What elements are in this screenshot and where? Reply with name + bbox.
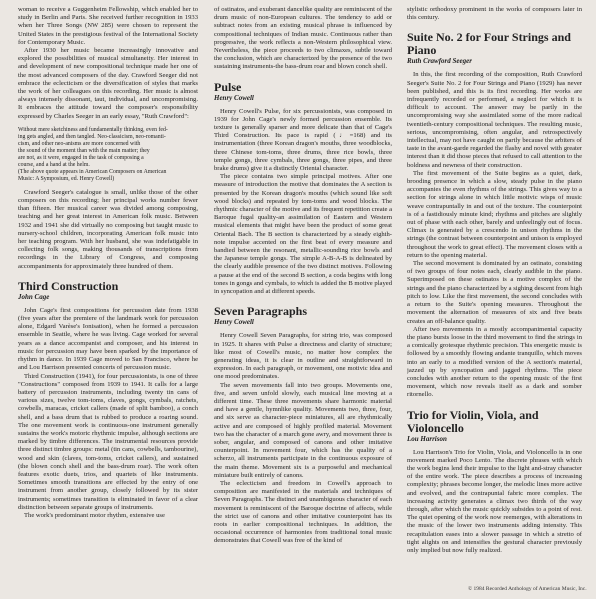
- paragraph: Third Construction (1941), for four percussionists, is one of three "Constructions" composed from 1939 to 1941. It calls for a large battery of percussion instruments, including twenty tin cans of various sizes, twelve tom-toms, claves, gongs, cymbals, ratchets, cowbells, maracas, cricket callers (made of split bamboo), a conch shell, and a bass drum that is rubbed to produce a roaring sound. The one movement work is continuous-one instrument generally sustains the work's motoric rhythmic impulse, although sections are marked by timbre differences. The instrumental resources provide three distinct timbre groups: metal (tin cans, cowbells, tambourine), wood and skin (claves, tom-toms, cricket callers), and sustained (the blown conch shell and the bass-drum roar). The work often features exotic duets, trios, and quartets of like instruments. Sometimes smooth transitions are effected by the entry of one instrument from another group, closely followed by its sister instruments; sometimes transition is eliminated in favor of a clear distinction between separate groups of instruments.: [18, 372, 198, 511]
- paragraph: The second movement is dominated by an ostinato, consisting of two groups of four notes each, clearly audible in the piano. Superimposed on these ostinatos is a motive complex of the strings and the piano characterized by a sighing descent from high pitch to low. Like the first movement, the second concludes with a return to the Suite's opening measures. Throughout the movement the alternation of measures of six and five beats creates an off-balance quality.: [407, 260, 582, 325]
- quote-line: cism, and other neo-anisms are more concerned with: [18, 140, 141, 147]
- section-composer: Henry Cowell: [214, 318, 254, 327]
- paragraph: woman to receive a Guggenheim Fellowship, which enabled her to study in Berlin and Paris. She received further recognition in 1933 when her Three Songs (NW 285) were chosen to represent the United States in the prestigious festival of the International Society for Contemporary Music.: [18, 6, 198, 46]
- paragraph: The piece contains two simple principal motives. After one measure of introduction the motive that dominates the A section is presented by the Korean dragon's mouths (which sound like soft wood blocks) and repeated by tom-toms and wood blocks. The rhythmic character of the motive and its frequent repetition create a Baroque fugal quality-an assimilation of Eastern and Western musical elements that might have been the product of some great Oriental Bach. The B section is characterized by a steady eighth-note impulse accented on the first beat of every measure and bandied between the resonant, metallic-sounding rice bowls and the Japanese temple gongs. The simple A-B-A-B is delineated by the clearly audible presence of the two distinct motives. Following a pause at the end of the second B section, a coda begins with long tones in gongs and cymbals, to which is added the B motive played in syncopation and at different speeds.: [214, 173, 392, 296]
- paragraph: stylistic orthodoxy prominent in the works of composers later in this century.: [407, 6, 582, 22]
- quote-line: Without mere sketchiness and fundamentally thinking, even fed-: [18, 126, 168, 133]
- paragraph: Henry Cowell Seven Paragraphs, for string trio, was composed in 1925. It shares with Pulse a directness and clarity of structure; like most of Cowell's music, no matter how complex the generating ideas, it is clear in outline and straightforward in expression. In each paragraph, or movement, one motivic idea and one mood predominates.: [214, 332, 392, 381]
- section-title-suite-no-2: Suite No. 2 for Four Strings and Piano: [407, 30, 571, 58]
- paragraph: The first movement of the Suite begins as a quiet, dark, brooding presence in which a slow, steady pulse in the piano accompanies the even rhythms of the strings. This gives way to a section for strings alone in which little motivic wisps of music weave contrapuntally in and out of the texture. The counterpoint is of a fastidiously minute kind; rhythms and pitches are slightly out of phase with each other, barely and unfeelingly out of focus. Climax is generated by a crescendo in unison rhythms in the strings (the contrast between counterpoint and unison is employed throughout the work to great effect). The movement closes with a return to the opening material.: [407, 169, 582, 259]
- quote-line: ing gets angled, and then tangled. Neo-classicism, neo-romanti-: [18, 133, 166, 140]
- section-title-third-construction: Third Construction: [18, 278, 119, 293]
- section-composer: Lou Harrison: [407, 434, 447, 443]
- paragraph: of ostinatos, and exuberant dancelike quality are reminiscent of the drum music of non-European cultures. The tendency to add or subtract notes from an existing musical phrase is influenced by compositional techniques of Indian music. Continuous rather than progressive, the work reflects a non-Western philosophical view. Nevertheless, the piece proceeds to two climaxes, subtle toward the conclusion, which are characterized by the presence of the two sustaining instruments-the bass-drum roar and blown conch shell.: [214, 6, 392, 71]
- section-composer: Ruth Crawford Seeger: [407, 57, 472, 66]
- column-middle: [214, 6, 392, 596]
- section-title-trio: Trio for Violin, Viola, and Violoncello: [407, 407, 539, 435]
- paragraph: John Cage's first compositions for percussion date from 1938 (five years after the premiere of the landmark work for percussion alone, Edgard Varèse's Ionisation), when he formed a percussion ensemble in Seattle, where he was living. Cage worked for several years as a dance accompanist and composer, and his interest in music for percussion may have been sparked by the importance of rhythm in dance. In 1939 Cage moved to San Francisco, where he and Lou Harrison presented concerts of percussion music.: [18, 306, 198, 372]
- quote-line: Music: A Symposium, ed. Henry Cowell): [18, 175, 115, 182]
- column-right: [407, 6, 582, 596]
- section-composer: Henry Cowell: [214, 93, 254, 102]
- paragraph: After 1930 her music became increasingly innovative and explored the possibilities of musical simultaneity. Her interest in and development of new compositional technique made her one of the most advanced composers of the day. Crawford Seeger did not embrace the eclecticism or the diversification of styles that marks the work of her colleagues on this recording. Her music is almost always intensely dissonant, taut, individual, and uncompromising. It embraces the attitude toward the composer's responsibility expressed by Charles Seeger in an early essay, "Ruth Crawford":: [18, 47, 198, 120]
- section-composer: John Cage: [18, 292, 50, 301]
- copyright-notice: © 1984 Recorded Anthology of American Music, Inc.: [468, 586, 587, 592]
- quote-line: are not, as it were, engaged in the task of composing a: [18, 154, 144, 161]
- paragraph: After two movements in a mostly accompanimental capacity the piano bursts loose in the third movement to find the strings in a comically grotesque rhythmic precision. This energetic music is followed by a smoothly flowing andante tranquillo, which moves into an early to a modified version of the A section's material, jazzed up by syncopation and jagged rhythms. The piece concludes with another return to the opening music of the first movement, which now reveals itself as a dark and somber ritornello.: [407, 325, 582, 399]
- quote-line: the sound of the moment than with the main matter; they: [18, 147, 150, 154]
- paragraph: The work's predominant motor rhythm, extensive use: [24, 511, 165, 519]
- section-title-seven-paragraphs: Seven Paragraphs: [214, 304, 307, 319]
- column-left: [18, 6, 198, 596]
- block-quote: [18, 127, 198, 183]
- section-title-pulse: Pulse: [214, 79, 242, 94]
- paragraph: Crawford Seeger's catalogue is small, unlike those of the other composers on this recording; her principal works number fewer than fifteen. Her musical career was divided among composing, teaching and her great interest in American folk music. Between 1932 and 1941 she did virtually no composing but taught music to nursery-school children, incorporating American folk music into her teaching program. With her husband, she was indefatigable in collecting folk songs, making thousands of transcriptions from recordings in the Library of Congress, and composing accompaniments for approximately three hundred of them.: [18, 188, 198, 270]
- paragraph: The eclecticism and freedom in Cowell's approach to composition are manifested in the materials and techniques of Seven Paragraphs. The distinct and unambiguous character of each movement is reminiscent of the Baroque doctrine of affects, while the strict use of canons and other imitative counterpoint has its roots in earlier compositional techniques. In addition, the occasional occurrence of harmonies from traditional tonal music demonstrates that Cowell was free of the kind of: [214, 479, 392, 545]
- paragraph: In this, the first recording of the composition, Ruth Crawford Seeger's Suite No. 2 for Four Strings and Piano (1929) has never been published, and this is its first recording. Her works are infrequently recorded or performed, a neglect for which it is difficult to account. The answer may be partly in the uncompromising way she assimilated some of the more radical twentieth-century compositional techniques. The resulting music, serious, uncompromising, often angular, and retrospectively intellectual, may not have caught on partly because the arbiters of taste in the avant-garde regarded the flashy and novel with greater interest than it did those pieces that refused to call attention to the boldness and newness of their construction.: [407, 71, 582, 169]
- quote-line: course, and a hand at the helm.: [18, 161, 90, 168]
- quote-line: (The above quote appears in American Composers on American: [18, 168, 167, 175]
- paragraph: Lou Harrison's Trio for Violin, Viola, and Violoncello is in one movement marked Poco Lento. The discrete phrases with which the work begins lend their impulse to the light and-stray character of the entire work. The piece describes a process of increasing complexity; phrases become longer, the melodic lines more active and evolved, and the contrapuntal fabric more complex. The increasing activity generates a climax two thirds of the way through, after which the music quickly subsides to a point of rest. The quiet opening of the work now reemerges, with alterations in the music of the lower two instruments adding intensity. This recapitulation eases into a slower passage in which a stretto of tight alights on and intensifies the gestural character previously only implied but now fully realized.: [407, 448, 582, 554]
- paragraph: The seven movements fall into two groups. Movements one, five, and seven unfold slowly, each musical line moving at a different time. These three movements share harmonic material and have a gentle, hymnlike quality. Movements two, three, four, and six serve as character-piece miniatures, all are rhythmically active and are composed of highly profiled material. Movement two has the character of a march gone awry, and movement three is sober, angular, and composed of canons and other imitative counterpoint. In movement four, which has the quality of a scherzo, all instruments participate in the continuous exposure of the main theme. Movement six is a purposeful and mechanical miniature built entirely of canons.: [214, 381, 392, 479]
- paragraph: Henry Cowell's Pulse, for six percussionists, was composed in 1939 for John Cage's newly formed percussion ensemble. Its texture is generally sparser and more delicate than that of Cage's Third Construction. Its pace is rapid (♩=168) and its instrumentation (three Korean dragon's mouths, three woodblocks, three Chinese tom-toms, three drums, three rice bowls, three temple gongs, three cymbals, three gongs, three pipes, and three brake drums) give it a distinctly Oriental character.: [214, 107, 392, 173]
